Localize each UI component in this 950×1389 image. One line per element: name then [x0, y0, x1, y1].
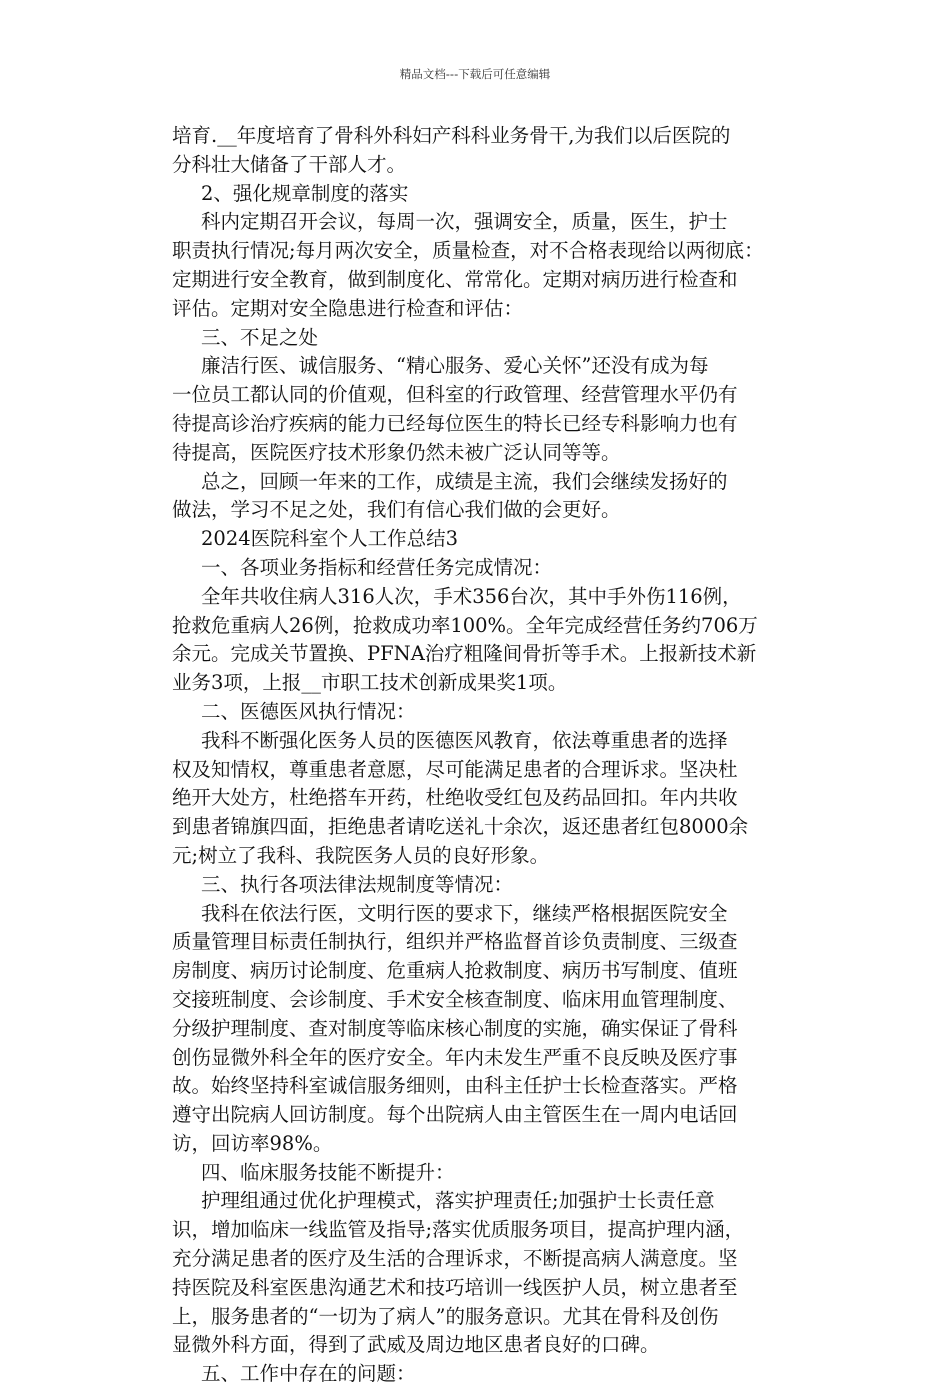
body-text-line: 廉洁行医、诚信服务、“精心服务、爱心关怀”还没有成为每 [201, 354, 709, 378]
body-text-line: 护理组通过优化护理模式，落实护理责任;加强护士长责任意 [201, 1189, 715, 1213]
body-text-line: 做法，学习不足之处，我们有信心我们做的会更好。 [172, 498, 621, 522]
body-text-line: 2、强化规章制度的落实 [201, 181, 409, 205]
body-text-line: 创伤显微外科全年的医疗安全。年内未发生严重不良反映及医疗事 [172, 1045, 738, 1069]
body-text-line: 充分满足患者的医疗及生活的合理诉求，不断提高病人满意度。坚 [172, 1247, 738, 1271]
body-text-line: 2024医院科室个人工作总结3 [201, 527, 459, 551]
body-text-line: 业务3项，上报__市职工技术创新成果奖1项。 [172, 671, 568, 695]
body-text-line: 到患者锦旗四面，拒绝患者请吃送礼十余次，返还患者红包8000余 [172, 815, 749, 839]
body-text-line: 三、不足之处 [201, 325, 319, 349]
body-text-line: 分科壮大储备了干部人才。 [172, 152, 407, 176]
body-text-line: 全年共收住病人316人次，手术356台次，其中手外伤116例， [201, 584, 742, 608]
body-text-line: 故。始终坚持科室诚信服务细则，由科主任护士长检查落实。严格 [172, 1074, 738, 1098]
body-text-line: 一、各项业务指标和经营任务完成情况： [201, 555, 553, 579]
body-text-line: 访，回访率98%。 [172, 1131, 333, 1155]
body-text-line: 待提高，医院医疗技术形象仍然未被广泛认同等等。 [172, 440, 621, 464]
body-text-line: 持医院及科室医患沟通艺术和技巧培训一线医护人员，树立患者至 [172, 1275, 738, 1299]
body-text-line: 职责执行情况;每月两次安全，质量检查，对不合格表现给以两彻底： [172, 239, 764, 263]
body-text-line: 待提高诊治疗疾病的能力已经每位医生的特长已经专科影响力也有 [172, 411, 738, 435]
body-text-line: 定期进行安全教育，做到制度化、常常化。定期对病历进行检查和 [172, 267, 738, 291]
body-text-line: 我科不断强化医务人员的医德医风教育，依法尊重患者的选择 [201, 728, 728, 752]
body-text-line: 质量管理目标责任制执行，组织并严格监督首诊负责制度、三级查 [172, 930, 738, 954]
body-text-line: 评估。定期对安全隐患进行检查和评估： [172, 296, 524, 320]
body-text-line: 分级护理制度、查对制度等临床核心制度的实施，确实保证了骨科 [172, 1016, 738, 1040]
body-text-line: 抢救危重病人26例，抢救成功率100%。全年完成经营任务约706万 [172, 613, 758, 637]
body-text-line: 显微外科方面，得到了武威及周边地区患者良好的口碑。 [172, 1333, 660, 1357]
body-text-line: 房制度、病历讨论制度、危重病人抢救制度、病历书写制度、值班 [172, 959, 738, 983]
body-text-line: 我科在依法行医，文明行医的要求下，继续严格根据医院安全 [201, 901, 728, 925]
body-text-line: 培育.__年度培育了骨科外科妇产科科业务骨干,为我们以后医院的 [172, 124, 731, 147]
page-header: 精品文档---下载后可任意编辑 [399, 67, 551, 81]
body-text-line: 交接班制度、会诊制度、手术安全核查制度、临床用血管理制度、 [172, 987, 738, 1011]
body-text-line: 四、临床服务技能不断提升： [201, 1160, 455, 1184]
body-text-line: 绝开大处方，杜绝搭车开药，杜绝收受红包及药品回扣。年内共收 [172, 786, 738, 810]
document-body [172, 122, 812, 1389]
body-text-line: 二、医德医风执行情况： [201, 699, 416, 723]
body-text-line: 元;树立了我科、我院医务人员的良好形象。 [172, 843, 550, 867]
body-text-line: 识，增加临床一线监管及指导;落实优质服务项目，提高护理内涵， [172, 1218, 745, 1242]
body-text-line: 权及知情权，尊重患者意愿，尽可能满足患者的合理诉求。坚决杜 [172, 757, 738, 781]
body-text-line: 总之，回顾一年来的工作，成绩是主流，我们会继续发扬好的 [201, 469, 728, 493]
body-text-line: 上，服务患者的“一切为了病人”的服务意识。尤其在骨科及创伤 [172, 1304, 719, 1328]
body-text-line: 遵守出院病人回访制度。每个出院病人由主管医生在一周内电话回 [172, 1103, 738, 1127]
body-text-line: 三、执行各项法律法规制度等情况： [201, 872, 514, 896]
body-text-line: 科内定期召开会议，每周一次，强调安全，质量，医生，护士 [201, 210, 728, 234]
body-text-line: 五、工作中存在的问题： [201, 1362, 416, 1386]
body-text-line: 一位员工都认同的价值观，但科室的行政管理、经营管理水平仍有 [172, 383, 738, 407]
body-text-line: 余元。完成关节置换、PFNA治疗粗隆间骨折等手术。上报新技术新 [172, 642, 757, 666]
